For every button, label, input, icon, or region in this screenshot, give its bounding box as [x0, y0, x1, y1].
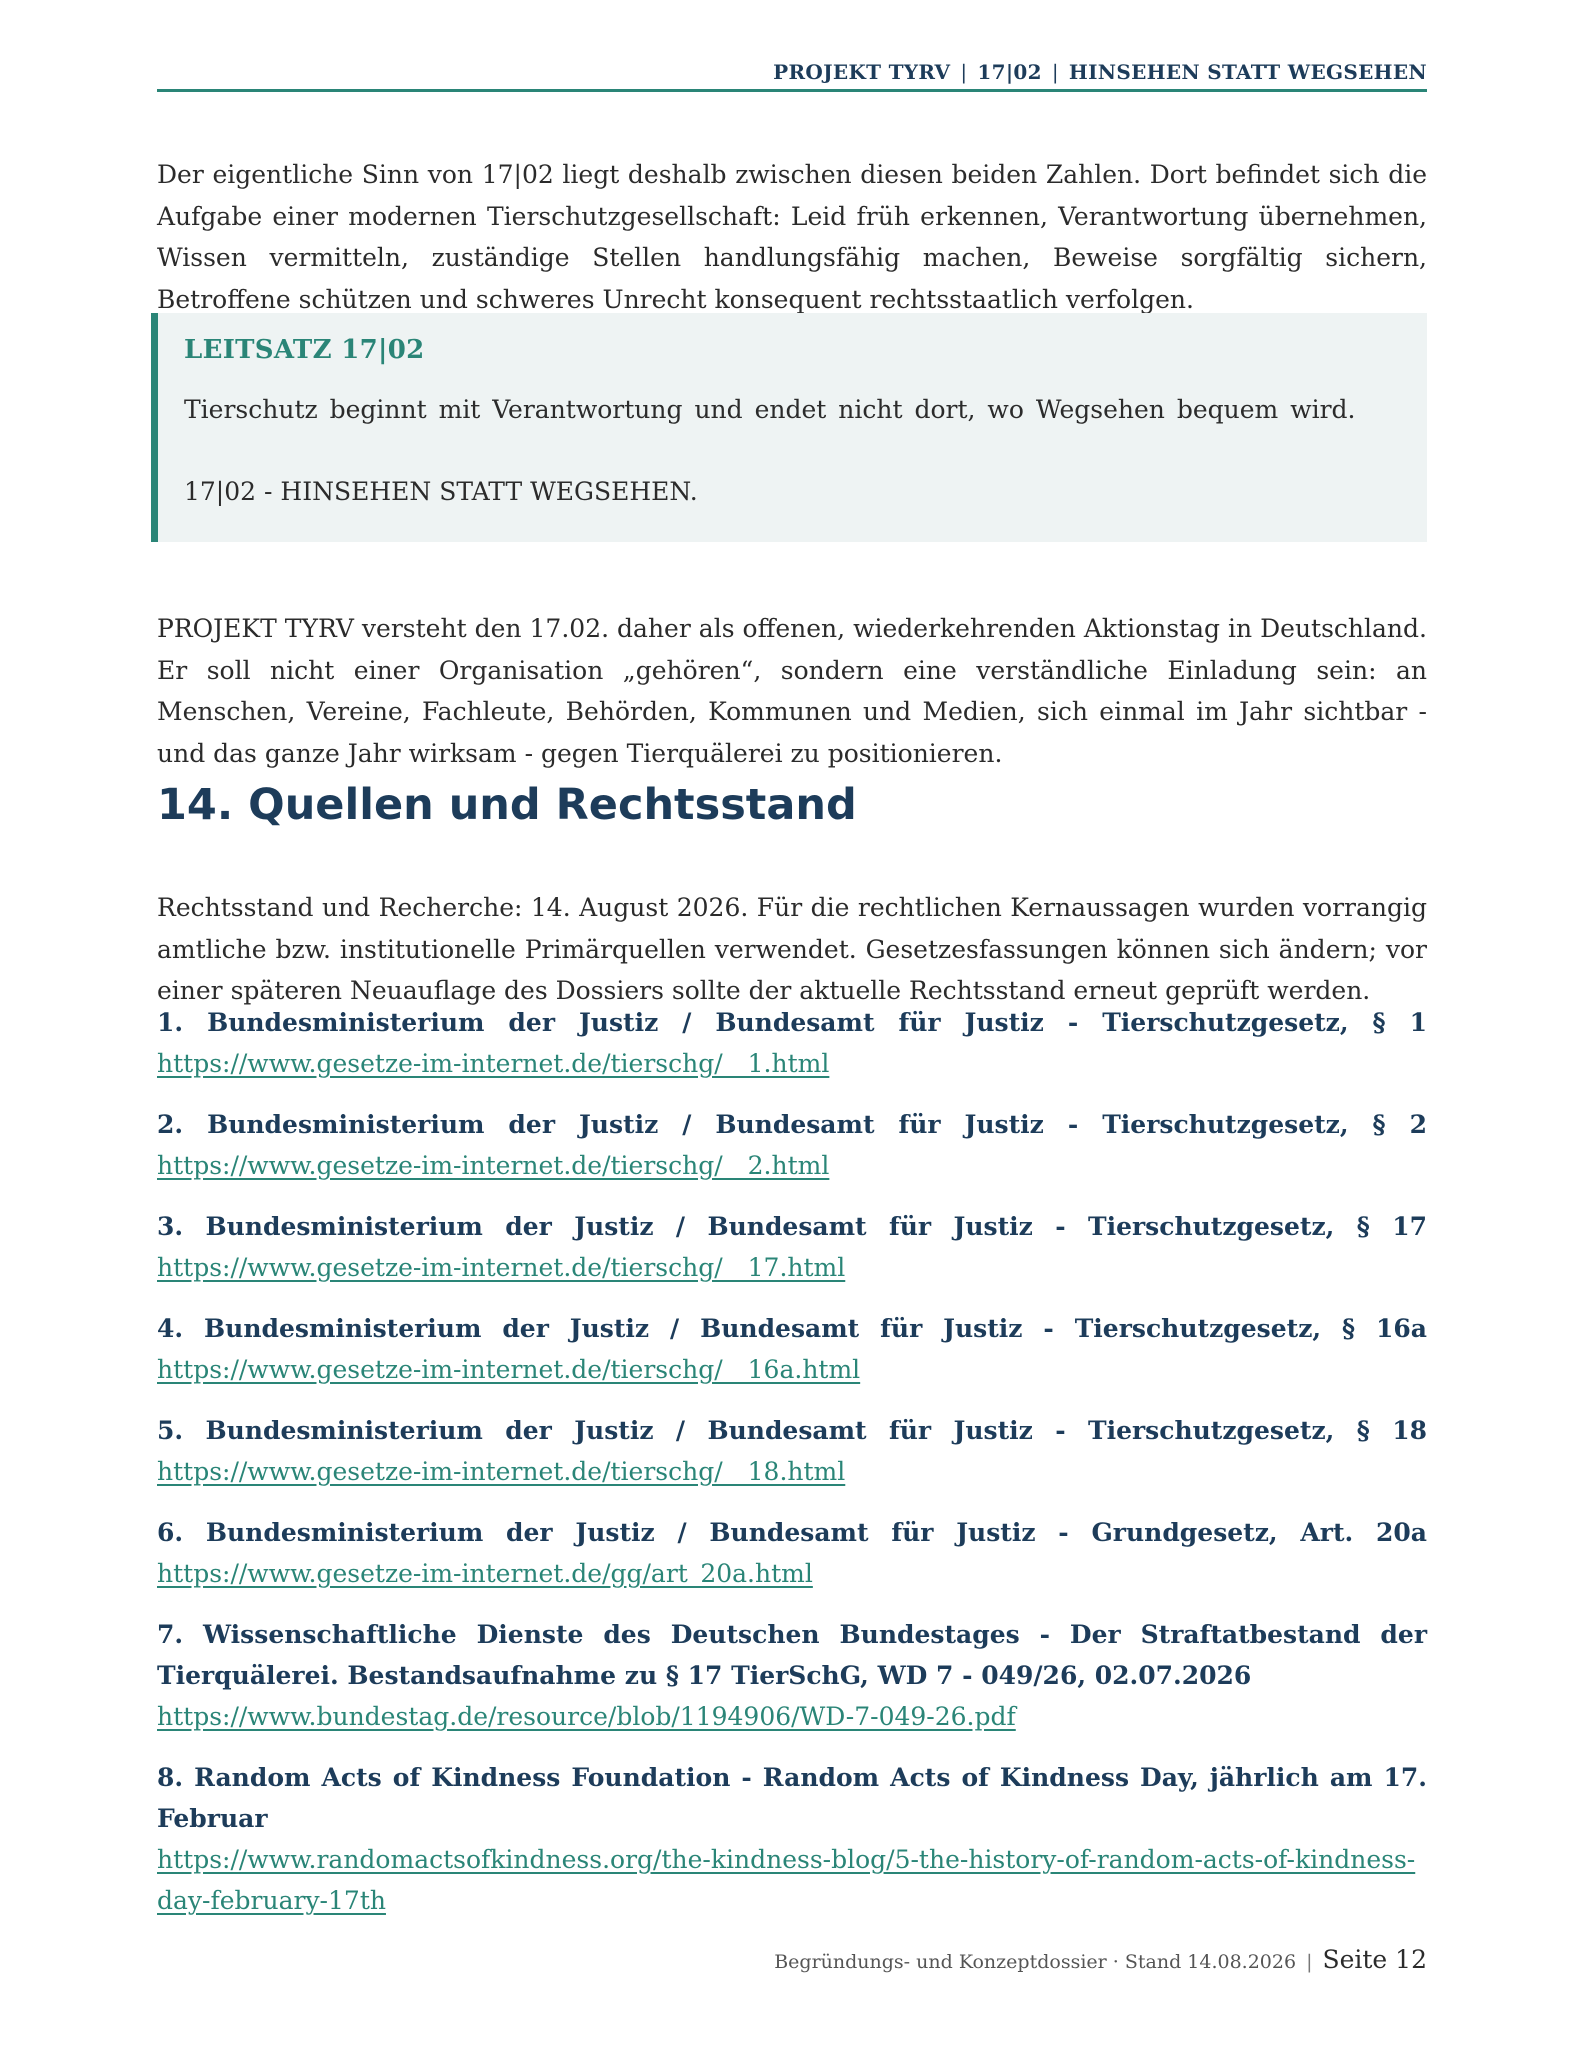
source-title: 4. Bundesministerium der Justiz / Bundesamt für Justiz - Tierschutzgesetz, § 16a — [157, 1314, 1427, 1343]
source-item — [157, 1512, 1427, 1594]
source-title: 5. Bundesministerium der Justiz / Bundesamt für Justiz - Tierschutzgesetz, § 18 — [157, 1416, 1427, 1445]
source-link[interactable]: https://www.gesetze-im-internet.de/tierschg/__1.html — [157, 1049, 830, 1078]
header-rule — [157, 89, 1427, 92]
source-item — [157, 1614, 1427, 1737]
intro-paragraph: Der eigentliche Sinn von 17|02 liegt deshalb zwischen diesen beiden Zahlen. Dort befindet sich die Aufgabe einer modernen Tierschutzgesellschaft: Leid früh erkennen, Verantwortung übernehmen, Wissen vermitteln, zuständige Stellen handlungsfähig machen, Beweise sorgfältig sichern, Betroffene schützen und schweres Unrecht konsequent rechtsstaatlich verfolgen. — [157, 160, 1427, 314]
source-title: 2. Bundesministerium der Justiz / Bundesamt für Justiz - Tierschutzgesetz, § 2 — [157, 1110, 1427, 1139]
section-intro: Rechtsstand und Recherche: 14. August 2026. Für die rechtlichen Kernaussagen wurden vorrangig amtliche bzw. institutionelle Primärquellen verwendet. Gesetzesfassungen können sich ändern; vor einer späteren Neuauflage des Dossiers sollte der aktuelle Rechtsstand erneut geprüft werden. — [157, 893, 1427, 1005]
source-link[interactable]: https://www.randomactsofkindness.org/the-kindness-blog/5-the-history-of-random-acts-of-kindness-day-february-17th — [157, 1845, 1416, 1915]
source-item — [157, 1002, 1427, 1084]
header-code: 17|02 — [977, 60, 1042, 84]
source-link[interactable]: https://www.gesetze-im-internet.de/gg/art_20a.html — [157, 1559, 813, 1588]
page-number: Seite 12 — [1322, 1945, 1427, 1974]
source-title: 6. Bundesministerium der Justiz / Bundesamt für Justiz - Grundgesetz, Art. 20a — [157, 1518, 1427, 1547]
leitsatz-box — [151, 313, 1427, 542]
source-link[interactable]: https://www.gesetze-im-internet.de/tierschg/__17.html — [157, 1253, 846, 1282]
header-motto: HINSEHEN STATT WEGSEHEN — [1068, 60, 1427, 84]
source-title: 3. Bundesministerium der Justiz / Bundesamt für Justiz - Tierschutzgesetz, § 17 — [157, 1212, 1427, 1241]
leitsatz-slogan: 17|02 - HINSEHEN STATT WEGSEHEN. — [184, 477, 698, 506]
running-header — [773, 60, 1427, 84]
header-project: PROJEKT TYRV — [773, 60, 951, 84]
section-heading: 14. Quellen und Rechtsstand — [157, 780, 857, 830]
projekt-paragraph: PROJEKT TYRV versteht den 17.02. daher als offenen, wiederkehrenden Aktionstag in Deutschland. Er soll nicht einer Organisation „gehören“, sondern eine verständliche Einladung sein: an Menschen, Vereine, Fachleute, Behörden, Kommunen und Medien, sich einmal im Jahr sichtbar - und das ganze Jahr wirksam - gegen Tierquälerei zu positionieren. — [157, 614, 1427, 768]
source-link[interactable]: https://www.bundestag.de/resource/blob/1194906/WD-7-049-26.pdf — [157, 1702, 1016, 1731]
leitsatz-text: Tierschutz beginnt mit Verantwortung und endet nicht dort, wo Wegsehen bequem wird. — [184, 395, 1356, 424]
source-item — [157, 1757, 1427, 1921]
source-title: 8. Random Acts of Kindness Foundation - Random Acts of Kindness Day, jährlich am 17. Februar — [157, 1763, 1427, 1833]
source-list — [157, 1002, 1427, 1941]
footer-separator: | — [1306, 1951, 1313, 1973]
footer-doc-title: Begründungs- und Konzeptdossier · Stand 14.08.2026 — [774, 1951, 1297, 1973]
source-title: 7. Wissenschaftliche Dienste des Deutschen Bundestages - Der Straftatbestand der Tierquälerei. Bestandsaufnahme zu § 17 TierSchG, WD 7 - 049/26, 02.07.2026 — [157, 1620, 1427, 1690]
source-link[interactable]: https://www.gesetze-im-internet.de/tierschg/__18.html — [157, 1457, 846, 1486]
header-separator: | — [960, 60, 968, 84]
source-link[interactable]: https://www.gesetze-im-internet.de/tierschg/__2.html — [157, 1151, 830, 1180]
source-item — [157, 1206, 1427, 1288]
header-separator: | — [1051, 60, 1059, 84]
source-link[interactable]: https://www.gesetze-im-internet.de/tierschg/__16a.html — [157, 1355, 861, 1384]
source-title: 1. Bundesministerium der Justiz / Bundesamt für Justiz - Tierschutzgesetz, § 1 — [157, 1008, 1427, 1037]
page-footer — [774, 1945, 1427, 1974]
leitsatz-title: LEITSATZ 17|02 — [184, 335, 425, 365]
source-item — [157, 1410, 1427, 1492]
source-item — [157, 1104, 1427, 1186]
source-item — [157, 1308, 1427, 1390]
